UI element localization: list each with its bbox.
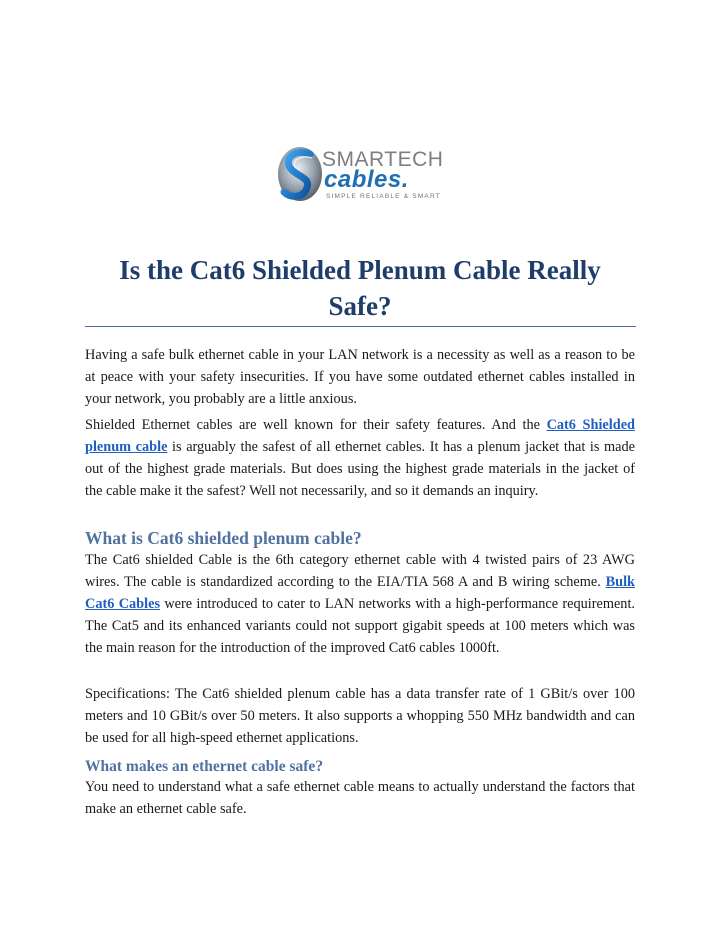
smartech-logo	[276, 140, 444, 208]
intro-paragraph-1: Having a safe bulk ethernet cable in your LAN network is a necessity as well as a reason to be at peace with your safety insecurities. If you have some outdated ethernet cables installed in your network, you probably are a little anxious.	[85, 347, 635, 407]
logo-brand-text: SMARTECH	[322, 148, 444, 171]
title-divider	[85, 326, 636, 327]
section2-paragraph-1: You need to understand what a safe ethernet cable means to actually understand the factors that make an ethernet cable safe.	[85, 779, 635, 817]
section-heading-what-makes-safe: What makes an ethernet cable safe?	[85, 758, 324, 775]
intro-paragraph-2	[85, 414, 635, 502]
section1-paragraph-1-text-start: The Cat6 shielded Cable is the 6th category ethernet cable with 4 twisted pairs of 23 AWG wires. The cable is standardized according to the EIA/TIA 568 A and B wiring scheme.	[85, 552, 635, 590]
section1-paragraph-1	[85, 549, 635, 659]
logo-emblem-icon	[276, 140, 328, 208]
logo-tagline: SIMPLE RELIABLE & SMART	[326, 193, 441, 200]
bulk-cat6-cables-link[interactable]: Bulk Cat6 Cables	[85, 574, 635, 612]
section-heading-what-is-cat6: What is Cat6 shielded plenum cable?	[85, 528, 362, 548]
page-title: Is the Cat6 Shielded Plenum Cable Really Safe?	[119, 255, 601, 321]
intro-paragraph-2-text-start: Shielded Ethernet cables are well known for their safety features. And the	[85, 417, 547, 433]
intro-paragraph-2-text-end: is arguably the safest of all ethernet cables. It has a plenum jacket that is made out of the highest grade materials. But does using the highest grade materials in the jacket of the cable make it the safest? Well not necessarily, and so it demands an inquiry.	[85, 439, 635, 499]
section1-paragraph-1-text-end: were introduced to cater to LAN networks with a high-performance requirement. The Cat5 and its enhanced variants could not support gigabit speeds at 100 meters which was the main reason for the introduction of the improved Cat6 cables 1000ft.	[85, 596, 636, 656]
cat6-shielded-plenum-cable-link[interactable]: Cat6 Shielded plenum cable	[85, 417, 635, 455]
logo-sub-text: cables.	[324, 166, 409, 193]
section1-paragraph-2: Specifications: The Cat6 shielded plenum cable has a data transfer rate of 1 GBit/s over 100 meters and 10 GBit/s over 50 meters. It also supports a whopping 550 MHz bandwidth and can be used for all high-speed ethernet applications.	[85, 686, 635, 746]
